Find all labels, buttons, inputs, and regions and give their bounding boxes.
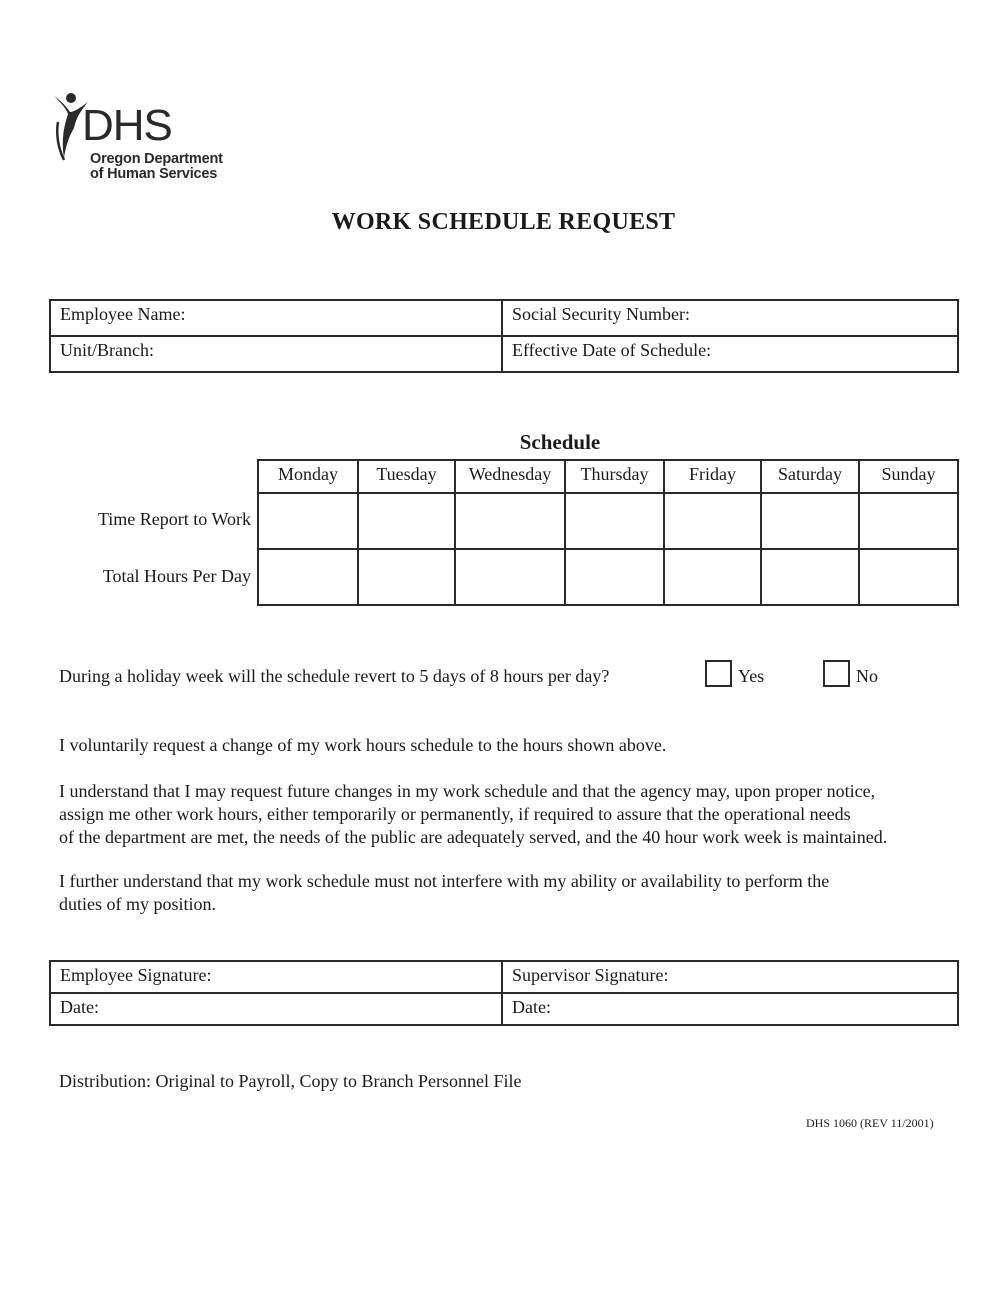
day-header-monday: Monday xyxy=(258,460,358,493)
time-report-saturday-cell[interactable] xyxy=(761,493,859,549)
employee-info-table xyxy=(49,299,959,373)
time-report-sunday-cell[interactable] xyxy=(859,493,958,549)
total-hours-friday-cell[interactable] xyxy=(664,549,761,605)
ssn-field[interactable] xyxy=(502,300,958,336)
form-number: DHS 1060 (REV 11/2001) xyxy=(806,1116,934,1130)
schedule-table xyxy=(257,459,959,606)
total-hours-row xyxy=(258,549,958,605)
time-report-wednesday-cell[interactable] xyxy=(455,493,565,549)
further-understanding-line-1: I further understand that my work schedule must not interfere with my ability or availability to perform the xyxy=(59,871,830,891)
logo-abbreviation: DHS xyxy=(82,101,172,150)
time-report-monday-cell[interactable] xyxy=(258,493,358,549)
effective-date-label: Effective Date of Schedule: xyxy=(512,340,712,360)
total-hours-sunday-cell[interactable] xyxy=(859,549,958,605)
total-hours-thursday-cell[interactable] xyxy=(565,549,664,605)
understanding-statement xyxy=(59,780,887,849)
total-hours-row-label: Total Hours Per Day xyxy=(102,566,251,586)
employee-name-field[interactable] xyxy=(50,300,502,336)
form-title: WORK SCHEDULE REQUEST xyxy=(331,209,676,235)
total-hours-wednesday-cell[interactable] xyxy=(455,549,565,605)
logo-org-line-2: of Human Services xyxy=(90,166,218,182)
unit-branch-field[interactable] xyxy=(50,336,502,372)
understanding-line-2: assign me other work hours, either temporarily or permanently, if required to assure that the operational needs xyxy=(59,804,851,824)
supervisor-date-label: Date: xyxy=(512,997,551,1017)
effective-date-field[interactable] xyxy=(502,336,958,372)
employee-date-field[interactable] xyxy=(50,993,502,1025)
employee-signature-field[interactable] xyxy=(50,961,502,993)
day-header-saturday: Saturday xyxy=(761,460,859,493)
distribution-note: Distribution: Original to Payroll, Copy to Branch Personnel File xyxy=(59,1071,522,1091)
yes-label: Yes xyxy=(738,666,765,686)
employee-name-label: Employee Name: xyxy=(60,304,186,324)
yes-checkbox[interactable] xyxy=(705,660,732,687)
day-header-wednesday: Wednesday xyxy=(455,460,565,493)
further-understanding-statement xyxy=(59,870,829,916)
time-report-row xyxy=(258,493,958,549)
day-header-sunday: Sunday xyxy=(859,460,958,493)
understanding-line-3: of the department are met, the needs of the public are adequately served, and the 40 hour work week is maintained. xyxy=(59,827,888,847)
total-hours-saturday-cell[interactable] xyxy=(761,549,859,605)
voluntary-request-statement: I voluntarily request a change of my work hours schedule to the hours shown above. xyxy=(59,735,667,755)
time-report-tuesday-cell[interactable] xyxy=(358,493,455,549)
employee-signature-label: Employee Signature: xyxy=(60,965,212,985)
schedule-header-row xyxy=(258,460,958,493)
time-report-row-label: Time Report to Work xyxy=(97,509,251,529)
supervisor-signature-field[interactable] xyxy=(502,961,958,993)
no-label: No xyxy=(856,666,878,686)
day-header-tuesday: Tuesday xyxy=(358,460,455,493)
understanding-line-1: I understand that I may request future changes in my work schedule and that the agency may, upon proper notice, xyxy=(59,781,876,801)
no-checkbox[interactable] xyxy=(823,660,850,687)
schedule-heading: Schedule xyxy=(519,430,601,454)
total-hours-tuesday-cell[interactable] xyxy=(358,549,455,605)
day-header-thursday: Thursday xyxy=(565,460,664,493)
dhs-logo xyxy=(52,92,252,187)
ssn-label: Social Security Number: xyxy=(512,304,690,324)
day-header-friday: Friday xyxy=(664,460,761,493)
signature-table xyxy=(49,960,959,1026)
holiday-question: During a holiday week will the schedule revert to 5 days of 8 hours per day? xyxy=(59,666,610,686)
supervisor-date-field[interactable] xyxy=(502,993,958,1025)
time-report-thursday-cell[interactable] xyxy=(565,493,664,549)
supervisor-signature-label: Supervisor Signature: xyxy=(512,965,669,985)
further-understanding-line-2: duties of my position. xyxy=(59,894,216,914)
total-hours-monday-cell[interactable] xyxy=(258,549,358,605)
employee-date-label: Date: xyxy=(60,997,99,1017)
logo-org-line-1: Oregon Department xyxy=(90,151,223,167)
unit-branch-label: Unit/Branch: xyxy=(60,340,154,360)
time-report-friday-cell[interactable] xyxy=(664,493,761,549)
